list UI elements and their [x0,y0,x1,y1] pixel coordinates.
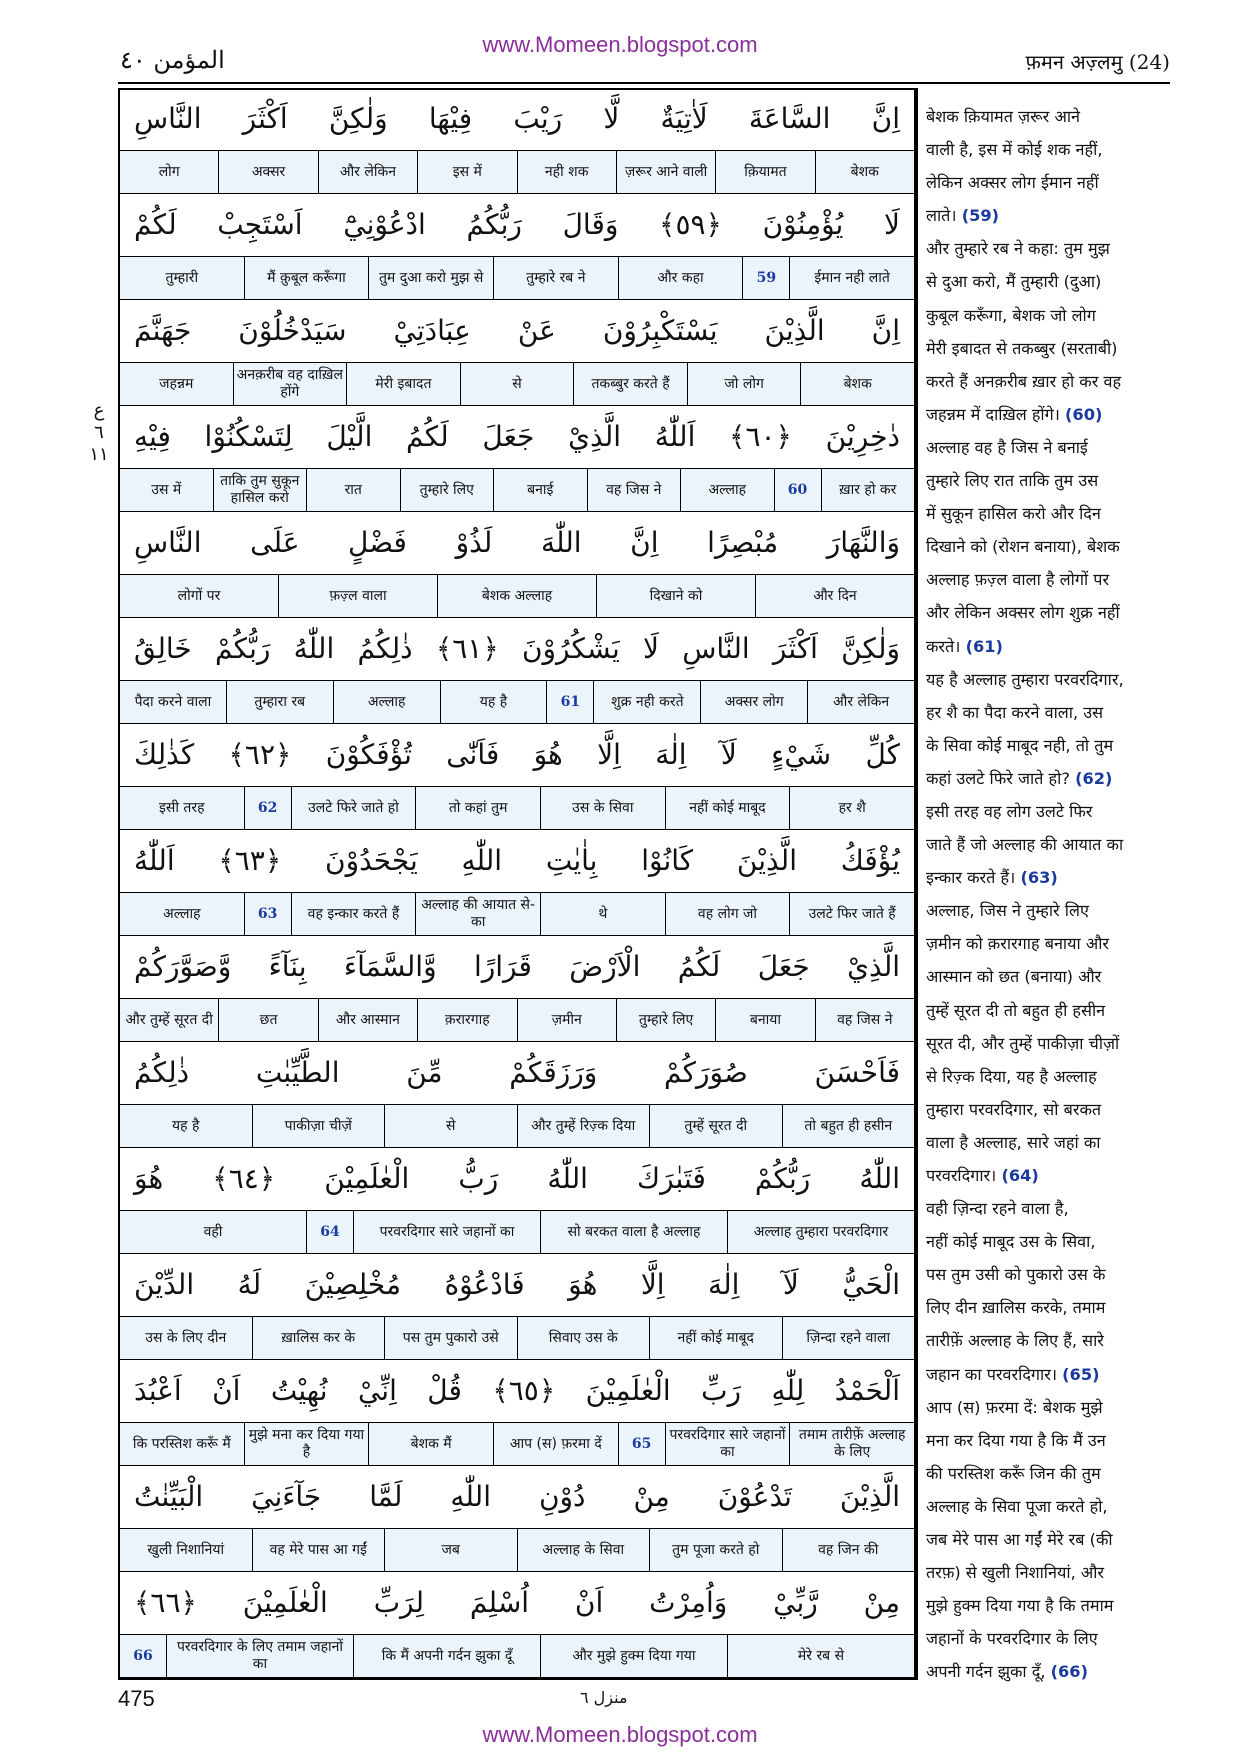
translation-text: तुम्हारे लिए रात ताकि तुम उस [926,471,1099,491]
translation-text: मना कर दिया गया है कि मैं उन [926,1430,1106,1450]
word-meaning-row [120,362,914,406]
word-meaning-row [120,256,914,300]
translation-text: से दुआ करो, मैं तुम्हारी (दुआ) [926,272,1102,292]
word-meaning-cell: दिखाने को [596,575,755,617]
word-meaning-cell: तुम्हें सूरत दी [649,1105,782,1147]
ayah-number: (64) [1001,1166,1039,1185]
arabic-line: كُلِّ شَيْءٍ لَآ اِلٰهَ اِلَّا هُوَ فَاَنّٰى تُؤْفَكُوْنَ ﴿٦٢﴾ كَذٰلِكَ [134,738,901,771]
word-meaning-cell: अल्लाह [333,681,440,723]
word-meaning-cell: मेरे रब से [727,1635,914,1677]
ayah-number: (65) [1062,1364,1100,1384]
translation-line [926,1424,1172,1457]
translation-line [926,1027,1172,1060]
arabic-line: الْحَيُّ لَآ اِلٰهَ اِلَّا هُوَ فَادْعُوْهُ مُخْلِصِيْنَ لَهُ الدِّيْنَ [134,1268,900,1301]
translation-line [926,1655,1172,1688]
word-meaning-cell: और लेकिन [807,681,914,723]
translation-line [926,696,1172,729]
word-meaning-cell: उस के सिवा [540,787,665,829]
translation-text: पस तुम उसी को पुकारो उस के [926,1265,1106,1285]
translation-line [926,464,1172,497]
translation-line [926,299,1172,332]
translation-line [926,1523,1172,1556]
word-meaning-cell: उलटे फिर जाते हैं [789,893,914,935]
word-meaning-cell: लोग [158,163,180,180]
word-meaning-cell: से [460,363,574,405]
translation-text: जाते हैं जो अल्लाह की आयात का [926,835,1124,855]
translation-line [926,497,1172,530]
translation-text: वाली है, इस में कोई शक नहीं, [926,140,1103,160]
word-meaning-cell: तुम्हारे रब ने [493,257,618,299]
ruku-marker [86,400,112,466]
translation-text: से रिज़्क दिया, यह है अल्लाह [926,1066,1097,1086]
word-meaning-row [120,1316,914,1360]
ayah-number-cell: 63 [244,893,291,935]
translation-text: वाला है अल्लाह, सारे जहां का [926,1132,1101,1152]
word-meaning-cell: ताकि तुम सुकून हासिल करो [213,469,307,511]
word-meaning-cell: हर शै [789,787,914,829]
word-meaning-cell: मेरी इबादत [346,363,460,405]
translation-text: ज़मीन को क़रारगाह बनाया और [926,934,1110,954]
translation-line [926,1358,1172,1391]
word-meaning-cell: तुम्हारा रब [226,681,333,723]
translation-line [926,398,1172,431]
translation-text: मेरी इबादत से तकब्बुर (सरताबी) [926,338,1118,358]
word-meaning-cell: और लेकिन [318,151,417,193]
translation-text: कहां उलटे फिरे जाते हो? [926,768,1070,788]
translation-text: लिए दीन ख़ालिस करके, तमाम [926,1298,1106,1318]
translation-line [926,861,1172,894]
translation-line [926,365,1172,398]
translation-text: इसी तरह वह लोग उलटे फिर [926,801,1093,821]
word-meaning-cell: अल्लाह [680,469,774,511]
word-meaning-cell: वह मेरे पास आ गईं [252,1529,385,1571]
word-meaning-cell: ज़रूर आने वाली [616,151,715,193]
translation-text: और तुम्हारे रब ने कहा: तुम मुझ [926,239,1110,259]
translation-text: जहन्नम में दाख़िल होंगे। [926,404,1060,424]
ayah-number: (62) [1075,768,1113,788]
word-meaning-cell: उस के लिए दीन [145,1329,227,1346]
arabic-line: وَلٰكِنَّ اَكْثَرَ النَّاسِ لَا يَشْكُرُوْنَ ﴿٦١﴾ ذٰلِكُمُ اللّٰهُ رَبُّكُمْ خَالِقُ [134,632,901,665]
word-meaning-row [120,998,914,1042]
translation-line [926,1622,1172,1655]
translation-line [926,630,1172,663]
translation-line [926,133,1172,166]
word-meaning-cell: जब [384,1529,517,1571]
word-meaning-row [120,1422,914,1466]
ayah-number: (63) [1020,868,1058,888]
manzil-label: منزل ٦ [580,1688,628,1707]
translation-line [926,166,1172,199]
word-meaning-cell: इस में [417,151,516,193]
ayah-number-cell: 65 [618,1423,665,1465]
word-meaning-cell: और मुझे हुक्म दिया गया [540,1635,727,1677]
arabic-line: الَّذِيْنَ تَدْعُوْنَ مِنْ دُوْنِ اللّٰهِ لَمَّا جَآءَنِيَ الْبَيِّنٰتُ [134,1480,900,1513]
arabic-line: يُؤْفَكُ الَّذِيْنَ كَانُوْا بِاٰيٰتِ اللّٰهِ يَجْحَدُوْنَ ﴿٦٣﴾ اَللّٰهُ [134,844,900,877]
column-divider [916,88,918,1680]
arabic-line: وَالنَّهَارَ مُبْصِرًا اِنَّ اللّٰهَ لَذُوْ فَضْلٍ عَلَى النَّاسِ [134,526,900,559]
word-meaning-cell: तमाम तारीफ़ें अल्लाह के लिए [789,1423,914,1465]
translation-text: बेशक क़ियामत ज़रूर आने [926,107,1080,126]
word-meaning-cell: अल्लाह के सिवा [517,1529,650,1571]
translation-line [926,1324,1172,1357]
translation-text: तुम्हें सूरत दी तो बहुत ही हसीन [926,1000,1106,1020]
translation-line [926,1126,1172,1159]
translation-text: परवरदिगार। [926,1166,997,1185]
arabic-line: اِنَّ السَّاعَةَ لَاٰتِيَةٌ لَّا رَيْبَ فِيْهَا وَلٰكِنَّ اَكْثَرَ النَّاسِ [134,102,900,135]
word-meaning-cell: अक्सर [218,151,317,193]
ayah-number-cell: 64 [306,1211,353,1253]
word-meaning-cell: अल्लाह तुम्हारा परवरदिगार [727,1211,914,1253]
word-meaning-row [120,150,914,194]
word-meaning-cell: नहीं कोई माबूद [649,1317,782,1359]
word-meaning-row [120,468,914,512]
word-meaning-cell: नही शक [517,151,616,193]
word-meaning-cell: आप (स) फ़रमा दें [493,1423,618,1465]
word-meaning-cell: बनाई [493,469,587,511]
arabic-line: اِنَّ الَّذِيْنَ يَسْتَكْبِرُوْنَ عَنْ عِبَادَتِيْ سَيَدْخُلُوْنَ جَهَنَّمَ [134,314,900,347]
word-meaning-cell: क़ियामत [715,151,814,193]
translation-text: अपनी गर्दन झुका दूँ, [926,1662,1046,1682]
arabic-line: اللّٰهُ رَبُّكُمْ فَتَبٰرَكَ اللّٰهُ رَبُّ الْعٰلَمِيْنَ ﴿٦٤﴾ هُوَ [134,1162,900,1195]
translation-line [926,232,1172,265]
word-meaning-cell: परवरदिगार सारे जहानों का [665,1423,790,1465]
translation-text: अल्लाह, जिस ने तुम्हारे लिए [926,901,1089,921]
translation-text: कुबूल करूँगा, बेशक जो लोग [926,305,1096,325]
translation-line [926,1490,1172,1523]
ayah-number-cell: 62 [244,787,291,829]
word-meaning-cell: फ़ज़्ल वाला [278,575,437,617]
word-meaning-cell: बेशक [815,151,914,193]
word-meaning-cell: उस में [151,481,182,498]
word-meaning-cell: उलटे फिरे जाते हो [291,787,416,829]
word-meaning-cell: कि मैं अपनी गर्दन झुका दूँ [353,1635,540,1677]
translation-text: करते। [926,636,961,656]
word-meaning-cell: तुम दुआ करो मुझ से [368,257,493,299]
word-meaning-cell: वह जिस ने [587,469,681,511]
translation-text: हर शै का पैदा करने वाला, उस [926,702,1104,722]
ruku-marker-count: ١١ [89,444,109,465]
translation-line [926,431,1172,464]
translation-text: आस्मान को छत (बनाया) और [926,967,1102,987]
ayah-number-cell: 60 [774,469,821,511]
ayah-number-cell: 61 [546,681,593,723]
arabic-line: لَا يُؤْمِنُوْنَ ﴿٥٩﴾ وَقَالَ رَبُّكُمُ ادْعُوْنِيْٓ اَسْتَجِبْ لَكُمْ [134,208,900,241]
translation-line [926,1225,1172,1258]
translation-line [926,927,1172,960]
translation-line [926,828,1172,861]
translation-line [926,1192,1172,1225]
word-meaning-cell: परवरदिगार के लिए तमाम जहानों का [166,1635,353,1677]
para-name-hindi: फ़मन अज़्लमु (24) [1025,50,1170,74]
translation-line [926,1457,1172,1490]
word-meaning-cell: यह है [440,681,547,723]
translation-line [926,1060,1172,1093]
translation-line [926,596,1172,629]
word-meaning-cell: वही [203,1223,223,1240]
word-meaning-cell: शुक्र नही करते [593,681,700,723]
translation-text: के सिवा कोई माबूद नही, तो तुम [926,735,1114,755]
word-meaning-cell: और कहा [618,257,743,299]
translation-text: तारीफ़ें अल्लाह के लिए हैं, सारे [926,1331,1104,1351]
translation-line [926,563,1172,596]
translation-line [926,795,1172,828]
word-meaning-cell: ज़िन्दा रहने वाला [782,1317,915,1359]
word-meaning-cell: लोगों पर [177,587,221,604]
word-meaning-cell: सो बरकत वाला है अल्लाह [540,1211,727,1253]
ruku-marker-number: ٦ [94,422,104,443]
translation-text: यह है अल्लाह तुम्हारा परवरदिगार, [926,669,1124,689]
translation-line [926,1093,1172,1126]
arabic-line: مِنْ رَّبِّيْ وَاُمِرْتُ اَنْ اُسْلِمَ لِرَبِّ الْعٰلَمِيْنَ ﴿٦٦﴾ [134,1586,900,1619]
word-meaning-cell: मैं क़ुबूल करूँगा [244,257,369,299]
translation-line [926,1159,1172,1192]
translation-text: अल्लाह के सिवा पूजा करते हो, [926,1496,1108,1516]
translation-text: जहानों के परवरदिगार के लिए [926,1629,1098,1649]
translation-text: जहान का परवरदिगार। [926,1364,1057,1384]
word-meaning-cell: तो बहुत ही हसीन [782,1105,915,1147]
translation-line [926,100,1172,133]
ayah-number-cell: 66 [133,1647,153,1664]
translation-text: वही ज़िन्दा रहने वाला है, [926,1199,1069,1219]
translation-line [926,1391,1172,1424]
translation-line [926,1589,1172,1622]
translation-text: करते हैं अनक़रीब ख़ार हो कर वह [926,371,1122,391]
translation-line [926,729,1172,762]
word-meaning-cell: तुम्हारे लिए [400,469,494,511]
word-meaning-cell: क़रारगाह [417,999,516,1041]
word-meaning-cell: अल्लाह की आयात से-का [415,893,540,935]
word-meaning-cell: और तुम्हें सूरत दी [125,1011,213,1028]
arabic-line: دٰخِرِيْنَ ﴿٦٠﴾ اَللّٰهُ الَّذِيْ جَعَلَ لَكُمُ الَّيْلَ لِتَسْكُنُوْا فِيْهِ [134,420,900,453]
word-meaning-cell: मुझे मना कर दिया गया है [244,1423,369,1465]
word-meaning-row [120,892,914,936]
surah-name-arabic: المؤمن ٤٠ [120,46,225,74]
word-meaning-cell: अल्लाह [163,905,201,922]
page-number: 475 [118,1686,155,1711]
arabic-line: فَاَحْسَنَ صُوَرَكُمْ وَرَزَقَكُمْ مِّنَ الطَّيِّبٰتِ ذٰلِكُمُ [134,1056,900,1089]
ayah-number: (61) [965,636,1003,656]
translation-text: लाते। [926,206,957,226]
translation-line [926,994,1172,1027]
word-meaning-row [120,1634,914,1678]
translation-text: नहीं कोई माबूद उस के सिवा, [926,1232,1096,1252]
word-meaning-cell: जो लोग [687,363,801,405]
word-meaning-cell: तकब्बुर करते हैं [573,363,687,405]
word-meaning-cell: तो कहां तुम [415,787,540,829]
translation-line [926,960,1172,993]
word-meaning-cell: नहीं कोई माबूद [665,787,790,829]
word-meaning-cell: अक्सर लोग [700,681,807,723]
word-meaning-cell: और आस्मान [318,999,417,1041]
translation-text: जब मेरे पास आ गईं मेरे रब (की [926,1530,1113,1550]
translation-text: लेकिन अक्सर लोग ईमान नहीं [926,173,1099,193]
word-meaning-cell: पैदा करने वाला [134,693,212,710]
word-meaning-cell: बनाया [715,999,814,1041]
translation-line [926,762,1172,795]
translation-line [926,894,1172,927]
translation-line [926,1258,1172,1291]
word-meaning-cell: परवरदिगार सारे जहानों का [353,1211,540,1253]
site-url-bottom[interactable]: www.Momeen.blogspot.com [482,1722,758,1747]
translation-text: तुम्हारा परवरदिगार, सो बरकत [926,1099,1102,1119]
ayah-number-cell: 59 [742,257,789,299]
word-meaning-cell: रात [306,469,400,511]
translation-line [926,265,1172,298]
hindi-translation [926,100,1172,1689]
word-meaning-cell: ख़ालिस कर के [252,1317,385,1359]
arabic-line: اَلْحَمْدُ لِلّٰهِ رَبِّ الْعٰلَمِيْنَ ﴿٦٥﴾ قُلْ اِنِّيْ نُهِيْتُ اَنْ اَعْبُدَ [134,1374,900,1407]
word-meaning-row [120,1528,914,1572]
word-meaning-cell: यह है [172,1117,200,1134]
word-meaning-row [120,1210,914,1254]
translation-text: अल्लाह फ़ज़्ल वाला है लोगों पर [926,570,1110,590]
translation-text: दिखाने को (रोशन बनाया), बेशक [926,537,1120,557]
site-url-top[interactable]: www.Momeen.blogspot.com [482,32,758,57]
word-meaning-cell: इसी तरह [159,799,205,816]
translation-line [926,199,1172,232]
word-meaning-cell: सिवाए उस के [517,1317,650,1359]
word-meaning-cell: ज़मीन [517,999,616,1041]
word-meaning-cell: वह इन्कार करते हैं [291,893,416,935]
word-meaning-cell: और दिन [755,575,914,617]
translation-line [926,530,1172,563]
arabic-line: الَّذِيْ جَعَلَ لَكُمُ الْاَرْضَ قَرَارًا وَّالسَّمَآءَ بِنَآءً وَّصَوَّرَكُمْ [134,950,900,983]
translation-text: की परस्तिश करूँ जिन की तुम [926,1463,1101,1483]
word-meaning-cell: से [384,1105,517,1147]
word-meaning-row [120,1104,914,1148]
word-meaning-cell: तुम्हारे लिए [616,999,715,1041]
translation-text: में सुकून हासिल करो और दिन [926,504,1101,524]
translation-text: मुझे हुक्म दिया गया है कि तमाम [926,1596,1114,1616]
word-meaning-cell: बेशक [800,363,914,405]
translation-text: अल्लाह वह है जिस ने बनाई [926,437,1088,457]
translation-text: इन्कार करते हैं। [926,868,1016,888]
word-meaning-row [120,574,914,618]
word-meaning-cell: खुली निशानियां [147,1541,225,1558]
word-meaning-cell: तुम पूजा करते हो [649,1529,782,1571]
word-meaning-cell: और तुम्हें रिज़्क दिया [517,1105,650,1147]
translation-line [926,1556,1172,1589]
word-meaning-cell: जहन्नम [159,375,194,392]
ayah-number: (66) [1050,1662,1088,1682]
word-meaning-cell: कि परस्तिश करूँ मैं [132,1435,231,1452]
header-rule [118,82,1170,84]
translation-text: सूरत दी, और तुम्हें पाकीज़ा चीज़ों [926,1033,1120,1053]
word-meaning-cell: वह जिस ने [815,999,914,1041]
translation-line [926,1291,1172,1324]
word-meaning-cell: ईमान नही लाते [789,257,914,299]
word-meaning-cell: वह जिन की [782,1529,915,1571]
translation-line [926,332,1172,365]
translation-text: और लेकिन अक्सर लोग शुक्र नहीं [926,603,1120,623]
ruku-marker-letter: ع [93,400,105,421]
translation-line [926,663,1172,696]
word-meaning-cell: बेशक मैं [368,1423,493,1465]
word-meaning-cell: छत [218,999,317,1041]
word-meaning-cell: थे [540,893,665,935]
word-meaning-cell: पस तुम पुकारो उसे [384,1317,517,1359]
word-meaning-cell: बेशक अल्लाह [437,575,596,617]
word-meaning-cell: तुम्हारी [165,269,199,286]
word-meaning-row [120,680,914,724]
word-meaning-cell: अनक़रीब वह दाख़िल होंगे [233,363,347,405]
ayah-number: (60) [1065,404,1103,424]
word-meaning-cell: ख़ार हो कर [821,469,915,511]
word-meaning-row [120,786,914,830]
translation-text: तरफ़) से खुली निशानियां, और [926,1563,1105,1583]
word-meaning-cell: वह लोग जो [665,893,790,935]
word-meaning-cell: पाकीज़ा चीज़ें [252,1105,385,1147]
ayah-number: (59) [961,206,1000,226]
translation-text: आप (स) फ़रमा दें: बेशक मुझे [926,1397,1103,1417]
